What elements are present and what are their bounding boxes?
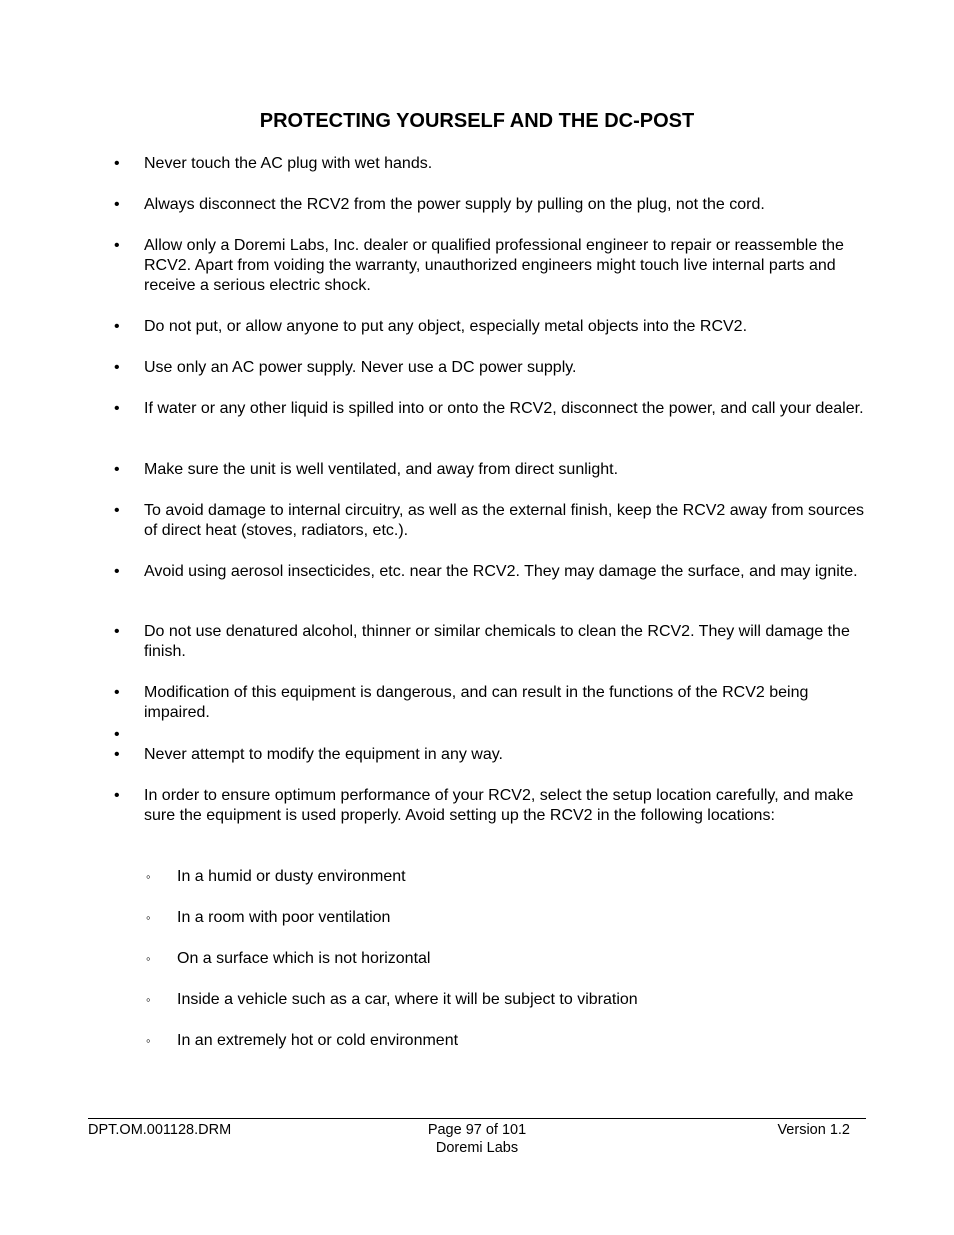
- list-item-text: Never touch the AC plug with wet hands.: [144, 155, 433, 172]
- sub-list-item-text: On a surface which is not horizontal: [177, 950, 431, 967]
- footer-center: [327, 1121, 627, 1157]
- list-item-text: Modification of this equipment is dangerous, and can result in the functions of the RCV2 being impaired.: [144, 684, 809, 721]
- bullet-marker: •: [114, 746, 120, 763]
- sub-bullet-marker: ◦: [146, 1033, 151, 1048]
- list-item-text: Make sure the unit is well ventilated, and away from direct sunlight.: [144, 461, 619, 478]
- sub-bullet-marker: ◦: [146, 910, 151, 925]
- footer-version: Version 1.2: [777, 1122, 850, 1138]
- bullet-marker: •: [114, 155, 120, 172]
- sub-list-item-text: Inside a vehicle such as a car, where it will be subject to vibration: [177, 991, 638, 1008]
- bullet-marker: •: [114, 461, 120, 478]
- footer-company: Doremi Labs: [435, 1140, 519, 1156]
- bullet-marker: •: [114, 400, 120, 417]
- list-item-text: In order to ensure optimum performance of your RCV2, select the setup location carefully, and make sure the equipment is used properly. Avoid setting up the RCV2 in the following locations:: [144, 787, 854, 824]
- sub-list-item-text: In a humid or dusty environment: [177, 868, 406, 885]
- bullet-marker: •: [114, 563, 120, 580]
- bullet-marker: •: [114, 237, 120, 254]
- sub-list-item-text: In an extremely hot or cold environment: [177, 1032, 459, 1049]
- list-item-text: Use only an AC power supply. Never use a DC power supply.: [144, 359, 577, 376]
- sub-bullet-marker: ◦: [146, 951, 151, 966]
- list-item-text: Avoid using aerosol insecticides, etc. near the RCV2. They may damage the surface, and may ignite.: [144, 563, 858, 580]
- bullet-marker: •: [114, 623, 120, 640]
- bullet-marker: •: [114, 787, 120, 804]
- list-item-text: To avoid damage to internal circuitry, as well as the external finish, keep the RCV2 away from sources of direct heat (stoves, radiators, etc.).: [144, 502, 865, 539]
- list-item-text: Do not put, or allow anyone to put any object, especially metal objects into the RCV2.: [144, 318, 748, 335]
- sub-bullet-marker: ◦: [146, 869, 151, 884]
- bullet-marker: •: [114, 502, 120, 519]
- list-item-text: Always disconnect the RCV2 from the power supply by pulling on the plug, not the cord.: [144, 196, 765, 213]
- page-title: PROTECTING YOURSELF AND THE DC-POST: [259, 110, 695, 132]
- bullet-marker: •: [114, 684, 120, 701]
- bullet-marker: •: [114, 318, 120, 335]
- bullet-marker: •: [114, 726, 120, 743]
- list-item-text: Never attempt to modify the equipment in any way.: [144, 746, 503, 763]
- list-item-text: Do not use denatured alcohol, thinner or similar chemicals to clean the RCV2. They will damage the finish.: [144, 623, 850, 660]
- footer-page-number: Page 97 of 101: [427, 1122, 527, 1138]
- footer-doc-id: DPT.OM.001128.DRM: [88, 1122, 232, 1138]
- list-item-text: Allow only a Doremi Labs, Inc. dealer or qualified professional engineer to repair or reassemble the RCV2. Apart from voiding the warranty, unauthorized engineers might touch live internal parts and receive a serious electric shock.: [144, 237, 844, 294]
- footer-divider: [88, 1118, 866, 1119]
- bullet-marker: •: [114, 196, 120, 213]
- bullet-marker: •: [114, 359, 120, 376]
- sub-list-item-text: In a room with poor ventilation: [177, 909, 391, 926]
- sub-bullet-marker: ◦: [146, 992, 151, 1007]
- list-item-text: If water or any other liquid is spilled into or onto the RCV2, disconnect the power, and call your dealer.: [144, 400, 864, 417]
